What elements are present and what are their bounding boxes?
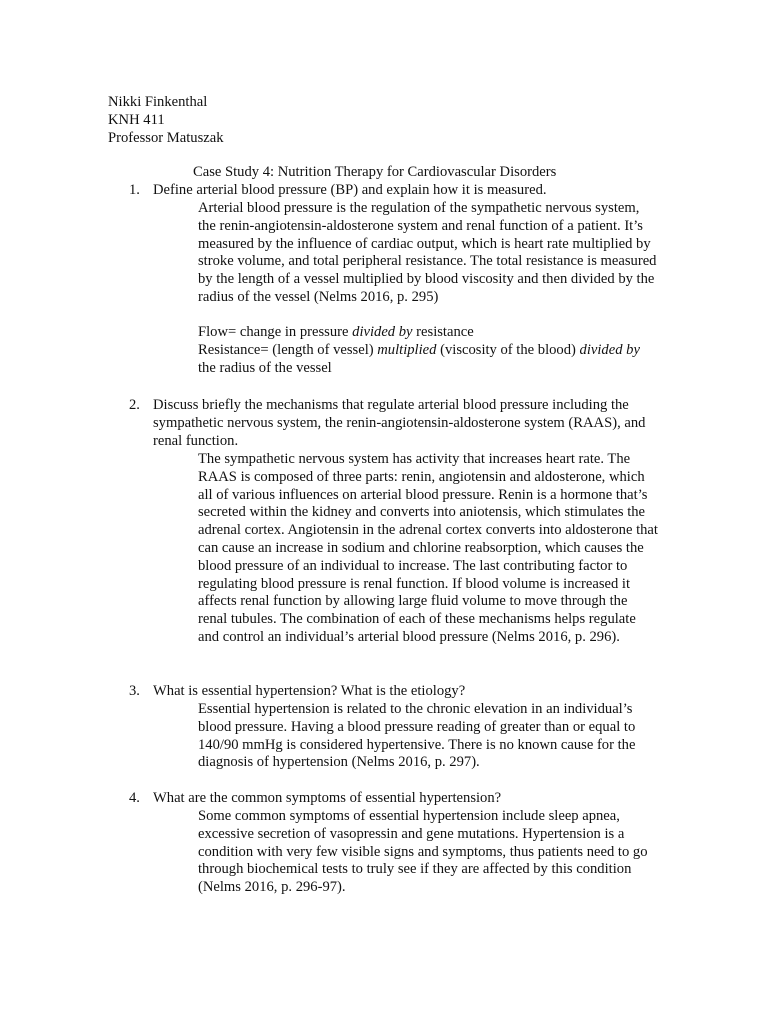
formulas [198, 324, 668, 377]
question-text: Define arterial blood pressure (BP) and explain how it is measured. [153, 182, 547, 198]
resistance-formula-continued: the radius of the vessel [198, 359, 332, 376]
answer-4 [198, 808, 658, 897]
answer-2 [198, 451, 658, 647]
student-name: Nikki Finkenthal [108, 94, 208, 110]
document-header [108, 94, 224, 147]
question-text: Discuss briefly the mechanisms that regulate arterial blood pressure including the sympathetic nervous system, the renin-angiotensin-aldosterone system (RAAS), and renal function. [153, 397, 646, 449]
resistance-formula [198, 342, 668, 360]
answer-text: Some common symptoms of essential hypertension include sleep apnea, excessive secretion of vasopressin and gene mutations. Hypertension is a condition with very few visible signs and symptoms, thus patients need to go through biochemical tests to truly see if they are affected by this condition (Nelms 2016, p. 296-97). [198, 808, 648, 896]
answer-text: Arterial blood pressure is the regulation of the sympathetic nervous system, the renin-angiotensin-aldosterone system and renal function of a patient. It’s measured by the influence of cardiac output, which is heart rate multiplied by stroke volume, and total peripheral resistance. The total resistance is measured by the length of a vessel multiplied by blood viscosity and then divided by the radius of the vessel (Nelms 2016, p. 295) [198, 200, 657, 305]
flow-formula-part: Flow= change in pressure [198, 324, 353, 340]
document-title: Case Study 4: Nutrition Therapy for Cardiovascular Disorders [193, 164, 557, 180]
flow-formula [198, 324, 668, 342]
resistance-formula-part: (viscosity of the blood) [436, 341, 580, 358]
question-text: What are the common symptoms of essential hypertension? [153, 790, 502, 806]
resistance-formula-operator: divided by [579, 341, 640, 358]
professor-name: Professor Matuszak [108, 129, 224, 146]
question-text: What is essential hypertension? What is the etiology? [153, 683, 466, 699]
question-number: 1. [129, 182, 140, 198]
question-number: 2. [129, 397, 140, 413]
flow-formula-operator: divided by [352, 324, 413, 340]
question-number: 4. [129, 790, 140, 806]
flow-formula-part: resistance [412, 324, 474, 340]
answer-text: The sympathetic nervous system has activity that increases heart rate. The RAAS is composed of three parts: renin, angiotensin and aldosterone, which all of various influences on arterial blood pressure. Renin is a hormone that’s secreted within the kidney and converts into aniotensis, which stimulates the adrenal cortex. Angiotensin in the adrenal cortex converts into aldosterone that can cause an increase in sodium and chlorine reabsorption, which causes the blood pressure of an individual to increase. The last contributing factor to regulating blood pressure is renal function. If blood volume is increased it affects renal function by allowing large fluid volume to move through the renal tubules. The combination of each of these mechanisms helps regulate and control an individual’s arterial blood pressure (Nelms 2016, p. 296). [198, 451, 658, 645]
answer-text: Essential hypertension is related to the chronic elevation in an individual’s blood pressure. Having a blood pressure reading of greater than or equal to 140/90 mmHg is considered hypertensive. There is no known cause for the diagnosis of hypertension (Nelms 2016, p. 297). [198, 701, 636, 771]
resistance-formula-part: Resistance= (length of vessel) [198, 341, 378, 358]
answer-3 [198, 701, 658, 772]
answer-1 [198, 200, 658, 307]
course-code: KNH 411 [108, 111, 165, 128]
resistance-formula-operator: multiplied [377, 341, 437, 358]
question-number: 3. [129, 683, 140, 699]
